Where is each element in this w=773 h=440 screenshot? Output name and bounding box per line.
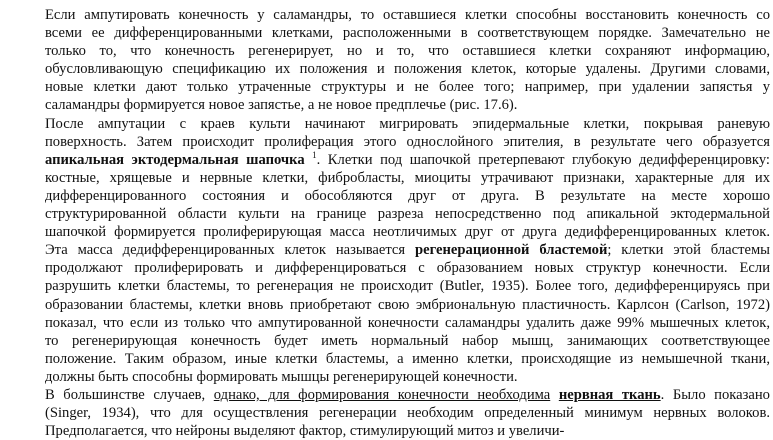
text-line: [3, 223, 770, 241]
paragraph: [3, 6, 770, 115]
text-run: После ампутации с краев культи начинают мигрировать эпидермальные клетки, покрывая раневую: [45, 115, 770, 132]
text-run: Если ампутировать конечность у саламандры, то оставшиеся клетки способны восстановить конечность со: [45, 7, 770, 23]
text-line: [3, 332, 770, 350]
text-run: новые клетки дают только утраченные структуры и не более того; например, при удалении запястья у: [45, 79, 770, 96]
text-run: В большинстве случаев,: [45, 386, 214, 403]
text-line: [3, 404, 770, 422]
text-run: разрушить клетки бластемы, то регенерация не происходит (Butler, 1935). Более того, дедифференцируясь при: [45, 278, 770, 295]
text-line: [3, 169, 770, 187]
bold-term: апикальная эктодермальная шапочка: [45, 151, 305, 168]
text-line: [3, 205, 770, 223]
text-line: [3, 42, 770, 60]
paragraph: [3, 386, 770, 440]
text-run: структурированной области культи на границе разреза непосредственно под апикальной эктодермальной: [45, 206, 770, 223]
text-line: [3, 24, 770, 42]
text-run: костные, хрящевые и нервные клетки, фибробласты, миоциты утрачивают признаки, характерные для их: [45, 169, 770, 186]
footnote-marker: 1: [312, 149, 317, 160]
text-run: ; клетки этой бластемы: [607, 242, 770, 259]
text-line: [3, 368, 770, 386]
text-run: продолжают пролиферировать и дифференцироваться с образованием новых структур конечности. Если: [45, 260, 770, 277]
text-line: [3, 422, 770, 440]
text-run: шапочкой формируется пролиферирующая масса неотличимых друг от друга дедифференцированных клеток.: [45, 224, 770, 241]
text-line: [3, 296, 770, 314]
text-run: Предполагается, что нейроны выделяют фактор, стимулирующий митоз и увеличи-: [45, 423, 565, 440]
underlined-text: однако, для формирования конечности необходима: [213, 386, 551, 403]
text-run: [305, 152, 313, 168]
text-run: (Singer, 1934), что для осуществления регенерации необходим определенный минимум нервных волоков.: [45, 405, 770, 422]
text-line: [3, 259, 770, 277]
text-run: только то, что конечность регенерирует, но и то, что оставшиеся клетки сохраняют информацию,: [45, 43, 770, 60]
text-line: [3, 314, 770, 332]
text-run: то регенерирующая конечность будет иметь нормальный набор мышц, занимающих соответствующее: [45, 332, 770, 349]
text-line: [3, 6, 770, 24]
text-line: [3, 115, 770, 133]
paragraph: [3, 115, 770, 386]
text-line: [3, 187, 770, 205]
text-run: . Клетки под шапочкой претерпевают глубокую дедифференцировку:: [316, 151, 770, 168]
text-run: поверхность. Затем происходит пролиферация этого однослойного эпителия, в результате чего образуется: [45, 133, 770, 150]
text-run: положение. Таким образом, иные клетки бластемы, а именно клетки, происходящие из немышечной ткани,: [45, 350, 770, 367]
text-run: образовании бластемы, клетки вновь приобретают свою эмбриональную пластичность. Карлсон (Carlson, 1972): [45, 296, 770, 313]
text-line: [3, 133, 770, 151]
text-line: [3, 78, 770, 96]
text-run: всеми ее дифференцированными клетками, расположенными в соответствующем порядке. Замечательно не: [45, 25, 770, 42]
text-run: обусловливающую спецификацию их положения и положения клеток, которые удалены. Другими словами,: [45, 61, 770, 78]
text-run: показал, что если из только что ампутированной конечности саламандры удалить даже 99% мышечных клеток,: [45, 314, 770, 331]
text-line: [3, 277, 770, 295]
text-line: [3, 151, 770, 169]
text-run: [550, 387, 559, 403]
text-run: дифференцированного состояния и обособляются друг от друга. В результате на месте хорошо: [45, 187, 770, 204]
text-line: [3, 386, 770, 404]
bold-term: регенерационной бластемой: [415, 242, 608, 259]
text-line: [3, 350, 770, 368]
text-line: [3, 60, 770, 78]
text-run: . Было показано: [660, 386, 770, 403]
text-run: Эта масса дедифференцированных клеток называется: [45, 242, 416, 259]
text-line: [3, 96, 770, 114]
text-run: саламандры формируется новое запястье, а не новое предплечье (рис. 17.6).: [45, 97, 518, 114]
text-run: должны быть способны формировать мышцы регенерирующей конечности.: [45, 368, 518, 385]
bold-underlined-term: нервная ткань: [558, 386, 661, 403]
text-line: [3, 241, 770, 259]
